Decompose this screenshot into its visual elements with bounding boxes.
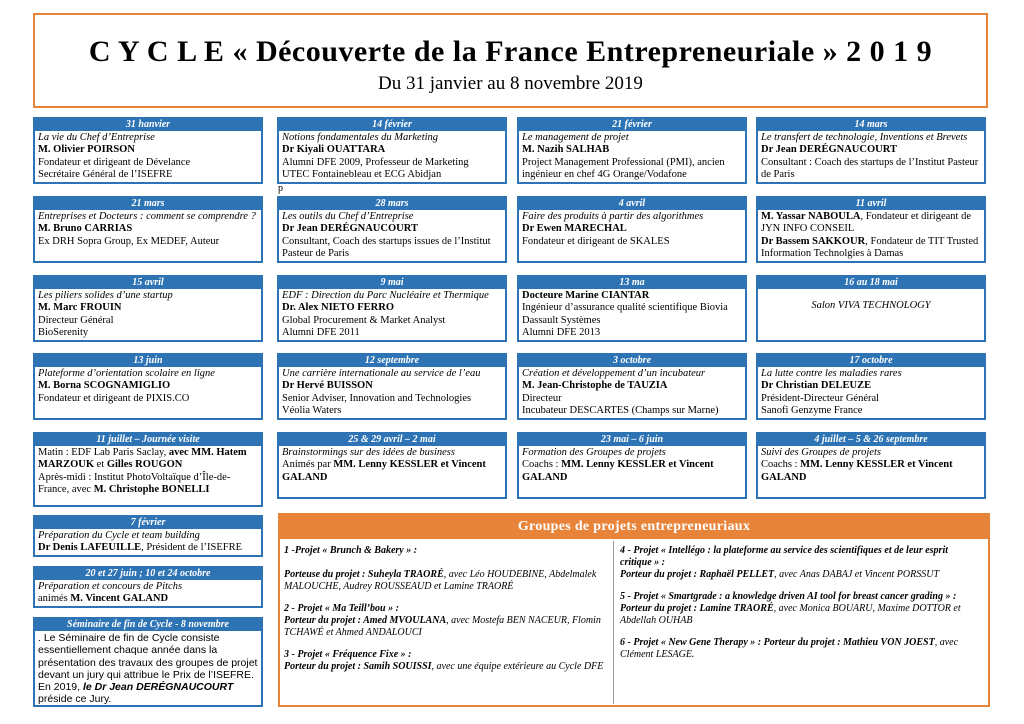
project-title: 4 - Projet « Intellégo : la plateforme au service des scientifiques et de leur esprit critique » : — [620, 545, 949, 568]
session-card — [756, 353, 986, 420]
speaker-role: Sanofi Genzyme France — [761, 404, 863, 416]
session-date: 3 octobre — [519, 355, 745, 367]
session-date: 15 avril — [35, 277, 261, 289]
seminar-description: . Le Séminaire de fin de Cycle consiste essentiellement chaque année dans la présentation des travaux des groupes de projet devant un jury qui attribue le Prix de l’ISEFRE. En 2019, — [38, 632, 258, 694]
coach-names: MM. Lenny KESSLER et Vincent GALAND — [282, 459, 486, 483]
project-item — [284, 545, 614, 593]
session-date: 28 mars — [279, 198, 505, 210]
speaker-role: Alumni DFE 2013 — [522, 326, 601, 338]
speaker-role: Senior Adviser, Innovation and Technologies — [282, 392, 472, 404]
projects-right-column — [620, 545, 980, 671]
visit-card — [33, 432, 263, 507]
session-date: 9 mai — [279, 277, 505, 289]
session-topic: Le management de projet — [522, 132, 629, 143]
project-title: 6 - Projet « New Gene Therapy » : Porteur du projet : Mathieu VON JOEST — [620, 637, 935, 648]
session-speaker: M. Jean-Christophe de TAUZIA — [522, 380, 668, 392]
session-date: 31 hanvier — [35, 119, 261, 131]
event-name: Salon VIVA TECHNOLOGY — [811, 300, 931, 311]
speaker-role: Incubateur DESCARTES (Champs sur Marne) — [522, 404, 719, 416]
speaker-role: Consultant : Coach des startups de l’Institut Pasteur — [761, 156, 979, 168]
session-date: 4 avril — [519, 198, 745, 210]
session-speaker: Dr Ewen MARECHAL — [522, 223, 627, 235]
project-team: , avec Clément LESAGE. — [620, 637, 959, 660]
speaker-role: Project Management Professional (PMI), ancien — [522, 156, 725, 168]
speaker-role: Pasteur de Paris — [282, 247, 350, 259]
project-team: , avec Anas DABAJ et Vincent PORSSUT — [774, 569, 940, 580]
visit-host: avec MM. Hatem MARZOUK — [38, 447, 247, 471]
session-speaker: Dr Christian DELEUZE — [761, 380, 872, 392]
session-card — [756, 432, 986, 499]
speaker-role: ingénieur en chef 4G Orange/Vodafone — [522, 168, 687, 180]
session-speaker: Dr. Alex NIETO FERRO — [282, 302, 395, 314]
session-date: 14 février — [279, 119, 505, 131]
speaker-role: Consultant, Coach des startups issues de l’Institut — [282, 235, 491, 247]
project-title: 5 - Projet « Smartgrade : a knowledge driven AI tool for breast cancer grading » : — [620, 591, 957, 602]
coach-prefix: Coachs : — [522, 459, 562, 471]
session-topic: Le transfert de technologie, Inventions et Brevets — [761, 132, 968, 143]
session-speaker: M. Yassar NABOULA — [761, 211, 861, 222]
project-title: 2 - Projet « Ma Teill’bou » : — [284, 603, 399, 614]
session-date: 7 février — [35, 517, 261, 529]
session-speaker: Dr Denis LAFEUILLE — [38, 542, 142, 554]
session-card — [277, 275, 507, 342]
visit-afternoon: Après-midi : Institut PhotoVoltaïque d’Île-de-France, avec — [38, 471, 231, 495]
speaker-role: Secrétaire Général de l’ISEFRE — [38, 168, 173, 180]
speaker-role: Directeur Général — [38, 314, 114, 326]
session-card — [33, 275, 263, 342]
project-item — [620, 545, 980, 581]
session-date: 11 juillet – Journée visite — [35, 434, 261, 446]
session-speaker: Dr Jean DERÉGNAUCOURT — [282, 223, 418, 235]
visit-connector: et — [94, 459, 107, 471]
visit-morning: Matin : EDF Lab Paris Saclay, — [38, 447, 169, 458]
speaker-role: Fondateur et dirigeant de Dévelance — [38, 156, 191, 168]
project-title: 1 -Projet « Brunch & Bakery » : — [284, 545, 418, 556]
session-topic: Les outils du Chef d’Entreprise — [282, 211, 414, 222]
session-card — [517, 275, 747, 342]
speaker-role: Président-Directeur Général — [761, 392, 880, 404]
session-topic: Les piliers solides d’une startup — [38, 290, 173, 301]
session-date: 13 juin — [35, 355, 261, 367]
session-speaker: M. Bruno CARRIAS — [38, 223, 133, 235]
session-card — [756, 196, 986, 263]
project-team: , avec une équipe extérieure au Cycle DFE — [431, 661, 604, 672]
coach-names: MM. Lenny KESSLER et Vincent GALAND — [522, 459, 714, 483]
session-date: 4 juillet – 5 & 26 septembre — [758, 434, 984, 446]
session-card — [517, 432, 747, 499]
session-topic: Une carrière internationale au service de l’eau — [282, 368, 481, 379]
speaker-role: BioSerenity — [38, 326, 89, 338]
speaker-role: Global Procurement & Market Analyst — [282, 314, 446, 326]
speaker-role: UTEC Fontainebleau et ECG Abidjan — [282, 168, 442, 180]
visit-host: M. Christophe BONELLI — [93, 483, 210, 495]
session-card — [33, 117, 263, 184]
session-topic: La lutte contre les maladies rares — [761, 368, 902, 379]
project-lead: Porteur du projet : Raphaël PELLET — [620, 569, 775, 580]
project-item — [284, 603, 614, 639]
session-card — [277, 353, 507, 420]
session-topic: La vie du Chef d’Entreprise — [38, 132, 155, 143]
title-banner — [33, 13, 988, 108]
visit-host: Gilles ROUGON — [106, 459, 183, 471]
session-speaker: Dr Kiyali OUATTARA — [282, 144, 386, 156]
session-card — [277, 196, 507, 263]
stray-character: p — [278, 183, 283, 194]
session-date: 16 au 18 mai — [758, 277, 984, 289]
speaker-role: Fondateur et dirigeant de PIXIS.CO — [38, 392, 190, 404]
speaker-role: , Fondateur et dirigeant de JYN INFO CONSEIL — [761, 211, 971, 235]
speaker-role: Directeur — [522, 392, 562, 404]
speaker-role: Ingénieur d’assurance qualité scientifique Biovia — [522, 302, 728, 314]
session-date: Séminaire de fin de Cycle - 8 novembre — [35, 619, 261, 631]
session-card — [277, 432, 507, 499]
project-team: , avec Mostefa BEN NACEUR, Flomin TCHAWÉ et Ahmed ANDALOUCI — [284, 615, 601, 638]
session-card — [517, 353, 747, 420]
session-topic: Création et développement d’un incubateur — [522, 368, 706, 379]
speaker-role: de Paris — [761, 168, 795, 180]
session-date: 23 mai – 6 juin — [519, 434, 745, 446]
projects-left-column — [284, 545, 614, 683]
session-topic: Faire des produits à partir des algorithmes — [522, 211, 704, 222]
session-speaker: Dr Bassem SAKKOUR — [761, 235, 866, 247]
session-card — [33, 515, 263, 557]
session-topic: Suivi des Groupes de projets — [761, 447, 881, 458]
session-date: 13 ma — [519, 277, 745, 289]
speaker-role: Dassault Systèmes — [522, 314, 601, 326]
project-title: 3 - Projet « Fréquence Fixe » : — [284, 649, 412, 660]
speaker-role: Véolia Waters — [282, 404, 342, 416]
project-item — [620, 637, 980, 661]
session-speaker: Dr Hervé BUISSON — [282, 380, 373, 392]
seminar-card — [33, 617, 263, 707]
session-speaker: M. Marc FROUIN — [38, 302, 122, 314]
coach-prefix: animés — [38, 593, 71, 605]
speaker-role: , Fondateur de TIT Trusted Information Technolgies à Damas — [761, 235, 979, 259]
speaker-role: Alumni DFE 2009, Professeur de Marketing — [282, 156, 469, 168]
session-topic: Formation des Groupes de projets — [522, 447, 666, 458]
session-topic: Préparation et concours de Pitchs — [38, 581, 183, 592]
session-topic: EDF : Direction du Parc Nucléaire et Thermique — [282, 290, 489, 301]
session-date: 20 et 27 juin ; 10 et 24 octobre — [35, 568, 261, 580]
date-range: Du 31 janvier au 8 novembre 2019 — [378, 73, 643, 94]
project-item — [620, 591, 980, 627]
session-topic: Entreprises et Docteurs : comment se comprendre ? — [38, 211, 256, 222]
session-card — [756, 275, 986, 342]
session-date: 14 mars — [758, 119, 984, 131]
project-item — [284, 649, 614, 673]
project-groups-title: Groupes de projets entrepreneuriaux — [280, 515, 988, 539]
session-date: 11 avril — [758, 198, 984, 210]
project-lead: Porteur du projet : Lamine TRAORÉ — [620, 603, 774, 614]
session-card — [33, 353, 263, 420]
coach-prefix: Animés par — [282, 459, 334, 471]
session-date: 21 février — [519, 119, 745, 131]
speaker-role: Fondateur et dirigeant de SKALES — [522, 235, 670, 247]
session-speaker: M. Nazih SALHAB — [522, 144, 610, 156]
session-speaker: M. Olivier POIRSON — [38, 144, 135, 156]
session-date: 21 mars — [35, 198, 261, 210]
project-team: , avec Monica BOUARU, Maxime DOTTOR et Abdellah OUHAB — [620, 603, 961, 626]
session-topic: Plateforme d’orientation scolaire en ligne — [38, 368, 215, 379]
session-topic: Préparation du Cycle et team building — [38, 530, 200, 541]
session-speaker: M. Vincent GALAND — [70, 593, 169, 605]
coach-names: MM. Lenny KESSLER et Vincent GALAND — [761, 459, 953, 483]
project-team: , avec Léo HOUDEBINE, Abdelmalek MALOUCHE, Audrey ROUSSEAUD et Lamine TRAORÉ — [284, 569, 597, 592]
speaker-role: Ex DRH Sopra Group, Ex MEDEF, Auteur — [38, 235, 220, 247]
session-date: 17 octobre — [758, 355, 984, 367]
session-speaker: M. Borna SCOGNAMIGLIO — [38, 380, 171, 392]
session-card — [756, 117, 986, 184]
session-date: 25 & 29 avril – 2 mai — [279, 434, 505, 446]
session-date: 12 septembre — [279, 355, 505, 367]
speaker-role: , Président de l’ISEFRE — [141, 542, 242, 554]
project-lead: Porteur du projet : Samih SOUISSI — [284, 661, 432, 672]
session-card — [33, 196, 263, 263]
session-speaker: Docteure Marine CIANTAR — [522, 290, 650, 301]
session-card — [277, 117, 507, 184]
session-topic: Notions fondamentales du Marketing — [282, 132, 439, 143]
session-speaker: Dr Jean DERÉGNAUCOURT — [761, 144, 897, 156]
jury-president: le Dr Jean DERÉGNAUCOURT — [82, 681, 234, 694]
coach-prefix: Coachs : — [761, 459, 801, 471]
project-lead: Porteuse du projet : Suheyla TRAORÉ — [284, 569, 444, 580]
session-topic: Brainstormings sur des idées de business — [282, 447, 455, 458]
session-card — [517, 117, 747, 184]
session-card — [517, 196, 747, 263]
speaker-role: Alumni DFE 2011 — [282, 326, 360, 338]
project-groups-panel — [278, 513, 990, 707]
project-lead: Porteur du projet : Amed MVOULANA — [284, 615, 447, 626]
session-card — [33, 566, 263, 608]
page-title: C Y C L E « Découverte de la France Entrepreneuriale » 2 0 1 9 — [88, 35, 933, 68]
seminar-description-end: préside ce Jury. — [38, 693, 112, 706]
